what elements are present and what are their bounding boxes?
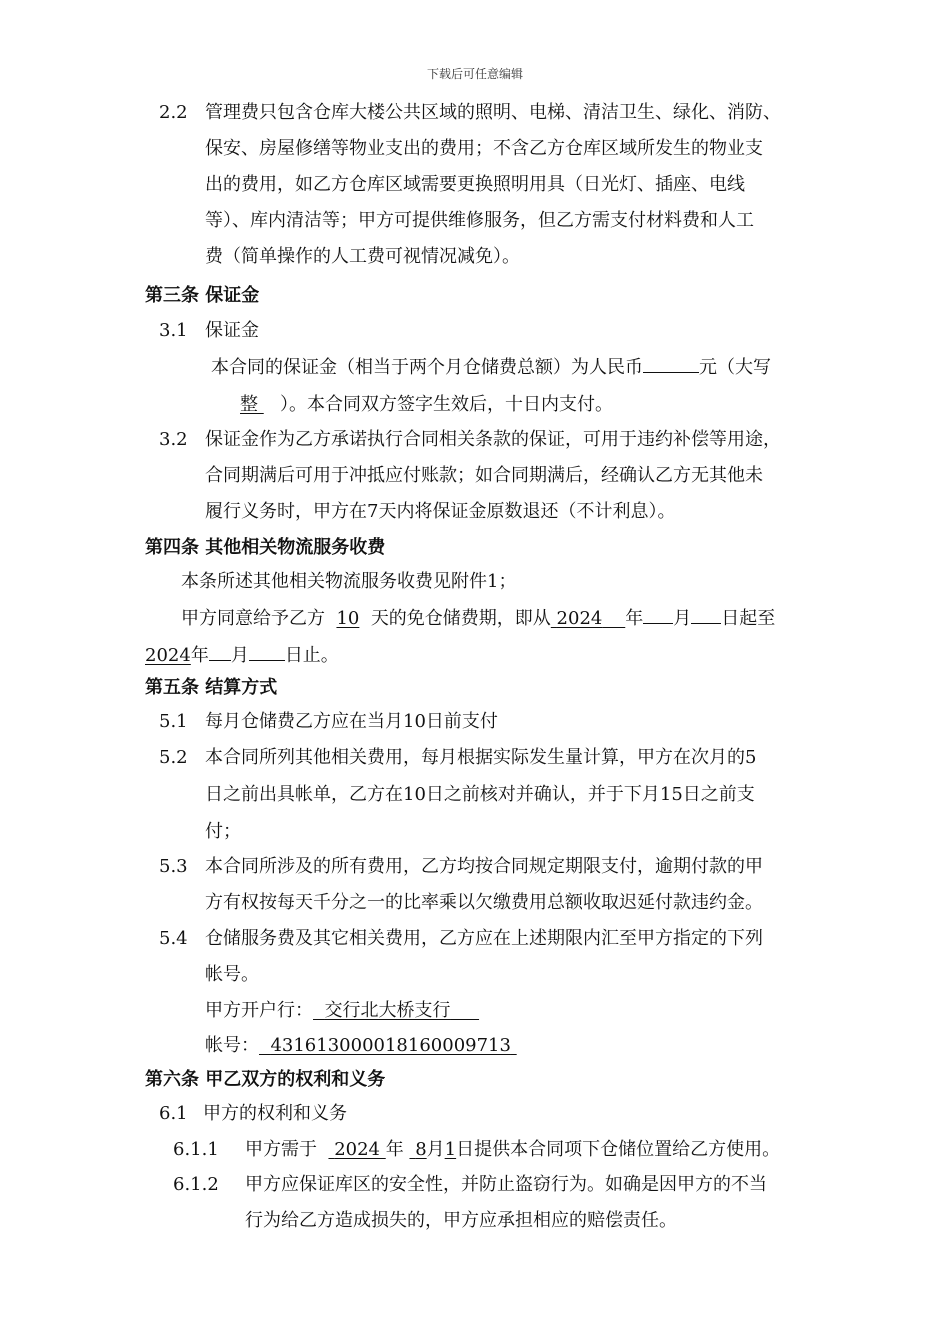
blank-field bbox=[258, 393, 280, 417]
paragraph-line: 甲方应保证库区的安全性，并防止盗窃行为。如确是因甲方的不当 bbox=[245, 1174, 767, 1195]
bank-label: 甲方开户行： bbox=[205, 1000, 313, 1021]
blank-field bbox=[209, 642, 231, 661]
text-segment: ）。本合同双方签字生效后，十日内支付。 bbox=[280, 394, 613, 415]
text-segment: 元（大写 bbox=[699, 357, 771, 378]
clause-number: 6.1.2 bbox=[173, 1174, 219, 1195]
clause-number: 2.2 bbox=[159, 102, 188, 123]
text-segment: 月 bbox=[230, 645, 249, 666]
text-segment: 本合同的保证金（相当于两个月仓储费总额）为人民币 bbox=[211, 357, 643, 378]
paragraph-line: 每月仓储费乙方应在当月10日前支付 bbox=[205, 711, 498, 732]
text-segment: 日提供本合同项下仓储位置给乙方使用。 bbox=[456, 1139, 781, 1160]
year-value: 2024 bbox=[334, 1139, 380, 1160]
text-segment: 月 bbox=[673, 608, 692, 629]
text-segment: 甲方同意给予乙方 bbox=[181, 608, 325, 629]
paragraph-line: 仓储服务费及其它相关费用，乙方应在上述期限内汇至甲方指定的下列 bbox=[205, 928, 763, 949]
text-segment: 日起至 bbox=[721, 608, 776, 629]
paragraph-line bbox=[181, 605, 775, 631]
paragraph-line: 出的费用，如乙方仓库区域需要更换照明用具（日光灯、插座、电线 bbox=[205, 174, 745, 195]
underlined-text: 整 bbox=[240, 394, 258, 415]
paragraph-line: 方有权按每天千分之一的比率乘以欠缴费用总额收取迟延付款违约金。 bbox=[205, 892, 763, 913]
clause-title: 甲方的权利和义务 bbox=[203, 1103, 347, 1124]
clause-title: 保证金 bbox=[205, 320, 259, 341]
month-underlined bbox=[409, 1139, 426, 1160]
underlined-text: 2024 bbox=[145, 645, 191, 666]
bank-value bbox=[313, 1000, 479, 1021]
paragraph-line bbox=[240, 393, 613, 417]
account-label: 帐号： bbox=[205, 1035, 259, 1056]
blank-field bbox=[249, 642, 285, 661]
paragraph-line bbox=[245, 1138, 780, 1162]
paragraph-line: 保安、房屋修缮等物业支出的费用；不含乙方仓库区域所发生的物业支 bbox=[205, 138, 763, 159]
paragraph-line: 本合同所涉及的所有费用，乙方均按合同规定期限支付，逾期付款的甲 bbox=[205, 856, 763, 877]
account-line bbox=[205, 1034, 517, 1058]
paragraph-line: 帐号。 bbox=[205, 964, 259, 985]
article-heading: 第四条 其他相关物流服务收费 bbox=[145, 537, 386, 558]
year-underlined bbox=[551, 608, 625, 629]
paragraph-line: 本条所述其他相关物流服务收费见附件1； bbox=[181, 571, 517, 592]
clause-number: 5.3 bbox=[159, 856, 188, 877]
article-heading: 第三条 保证金 bbox=[145, 285, 260, 306]
bank-line bbox=[205, 999, 479, 1023]
account-value bbox=[259, 1035, 517, 1056]
paragraph-line: 费（简单操作的人工费可视情况减免）。 bbox=[205, 246, 520, 267]
bank-name: 交行北大桥支行 bbox=[324, 1000, 451, 1021]
text-segment: 年 bbox=[190, 645, 209, 666]
clause-number: 5.4 bbox=[159, 928, 188, 949]
underlined-text: 10 bbox=[336, 608, 360, 629]
clause-number: 6.1.1 bbox=[173, 1139, 219, 1160]
clause-number: 3.1 bbox=[159, 320, 188, 341]
blank-field bbox=[643, 605, 673, 624]
paragraph-line: 合同期满后可用于冲抵应付账款；如合同期满后，经确认乙方无其他未 bbox=[205, 465, 763, 486]
paragraph-line: 日之前出具帐单，乙方在10日之前核对并确认，并于下月15日之前支 bbox=[205, 784, 755, 805]
account-number: 431613000018160009713 bbox=[270, 1035, 511, 1056]
text-segment: 天的免仓储费期，即从 bbox=[370, 608, 551, 629]
day-value: 1 bbox=[444, 1139, 457, 1160]
blank-field bbox=[691, 605, 721, 624]
blank-field bbox=[643, 354, 699, 373]
article-heading: 第六条 甲乙双方的权利和义务 bbox=[145, 1069, 386, 1090]
paragraph-line bbox=[145, 642, 339, 668]
paragraph-line: 保证金作为乙方承诺执行合同相关条款的保证，可用于违约补偿等用途， bbox=[205, 429, 781, 450]
paragraph-line: 管理费只包含仓库大楼公共区域的照明、电梯、清洁卫生、绿化、消防、 bbox=[205, 102, 781, 123]
article-heading: 第五条 结算方式 bbox=[145, 677, 278, 698]
paragraph-line: 行为给乙方造成损失的，甲方应承担相应的赔偿责任。 bbox=[245, 1210, 677, 1231]
paragraph-line: 付； bbox=[205, 821, 241, 842]
paragraph-line: 履行义务时，甲方在7天内将保证金原数退还（不计利息）。 bbox=[205, 501, 676, 522]
text-segment: 甲方需于 bbox=[245, 1139, 317, 1160]
year-value: 2024 bbox=[556, 608, 603, 629]
text-segment: 月 bbox=[426, 1139, 445, 1160]
year-underlined bbox=[328, 1139, 385, 1160]
text-segment: 日止。 bbox=[284, 645, 339, 666]
paragraph-line: 等）、库内清洁等；甲方可提供维修服务，但乙方需支付材料费和人工 bbox=[205, 210, 754, 231]
clause-number: 3.2 bbox=[159, 429, 188, 450]
clause-number: 6.1 bbox=[159, 1103, 188, 1124]
clause-number: 5.1 bbox=[159, 711, 188, 732]
clause-number: 5.2 bbox=[159, 747, 188, 768]
text-segment: 年 bbox=[385, 1139, 404, 1160]
month-value: 8 bbox=[415, 1139, 427, 1160]
text-segment: 年 bbox=[625, 608, 644, 629]
page-header: 下载后可任意编辑 bbox=[426, 67, 523, 81]
paragraph-line bbox=[211, 354, 771, 380]
paragraph-line: 本合同所列其他相关费用，每月根据实际发生量计算，甲方在次月的5 bbox=[205, 747, 757, 768]
